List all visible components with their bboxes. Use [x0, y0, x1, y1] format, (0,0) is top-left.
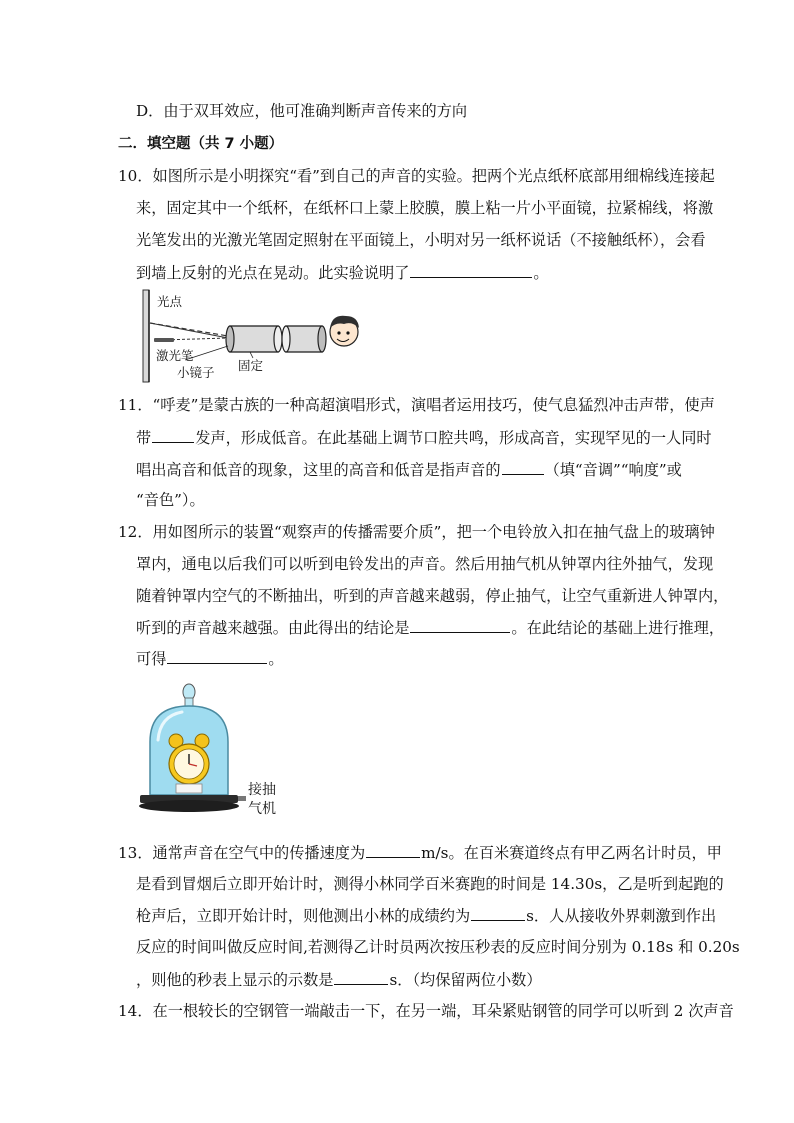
q13-text-b: m/s。在百米赛道终点有甲乙两名计时员，甲 [421, 844, 722, 862]
q11-text-b: 发声，形成低音。在此基础上调节口腔共鸣，形成高音，实现罕见的一人同时 [195, 429, 712, 447]
q12-line-5 [136, 648, 284, 669]
q11-answer-blank-1[interactable] [152, 427, 194, 443]
q13-text-c: 枪声后，立即开始计时，则他测出小林的成绩约为 [136, 907, 471, 925]
q11-answer-blank-2[interactable] [502, 459, 544, 475]
q10-text-b: 。 [533, 264, 549, 282]
q11-line-4: “音色”）。 [136, 491, 205, 509]
q11-line-1: 11．“呼麦”是蒙古族的一种高超演唱形式，演唱者运用技巧，使气息猛烈冲击声带，使声 [118, 396, 715, 414]
q13-answer-blank-3[interactable] [334, 969, 388, 985]
figure-bell-jar [138, 680, 288, 820]
q13-answer-blank-1[interactable] [366, 842, 420, 858]
label-pump-2: 气机 [248, 801, 276, 817]
q12-line-3: 随着钟罩内空气的不断抽出，听到的声音越来越弱，停止抽气，让空气重新进人钟罩内， [136, 587, 729, 605]
q12-text-c: 可得 [136, 650, 167, 668]
q11-text-d: （填“音调”“响度”或 [544, 461, 682, 479]
q13-line-2: 是看到冒烟后立即开始计时，测得小林同学百米赛跑的时间是 14.30s，乙是听到起跑的 [136, 875, 724, 893]
q11-line-2 [136, 427, 712, 448]
q10-line-4 [136, 262, 549, 283]
q14-line-1: 14．在一根较长的空钢管一端敲击一下，在另一端，耳朵紧贴钢管的同学可以听到 2 次声音 [118, 1002, 734, 1020]
q13-text-a: 13．通常声音在空气中的传播速度为 [118, 844, 366, 862]
q10-text-a: 到墙上反射的光点在晃动。此实验说明了 [136, 264, 410, 282]
label-small-mirror: 小镜子 [177, 365, 215, 380]
q11-line-3 [136, 459, 682, 480]
q12-text-a: 听到的声音越来越强。由此得出的结论是 [136, 619, 410, 637]
q13-text-d: s．人从接收外界刺激到作出 [526, 907, 717, 925]
option-d: D．由于双耳效应，他可准确判断声音传来的方向 [136, 102, 468, 120]
label-pump-1: 接抽 [248, 782, 276, 798]
q13-line-4: 反应的时间叫做反应时间,若测得乙计时员两次按压秒表的反应时间分别为 0.18s 和 0.20s [136, 938, 740, 956]
q13-text-e: ，则他的秒表上显示的示数是 [136, 971, 334, 989]
q12-line-4 [136, 617, 724, 638]
q10-line-1: 10．如图所示是小明探究“看”到自己的声音的实验。把两个光点纸杯底部用细棉线连接起 [118, 167, 715, 185]
q13-answer-blank-2[interactable] [471, 905, 525, 921]
q12-answer-blank-2[interactable] [167, 648, 267, 664]
q12-answer-blank-1[interactable] [410, 617, 510, 633]
label-light-spot: 光点 [157, 294, 183, 309]
q13-text-f: s．（均保留两位小数） [389, 971, 542, 989]
q13-line-1 [118, 842, 722, 863]
q12-text-d: 。 [268, 650, 284, 668]
label-laser-pen: 激光笔 [156, 348, 194, 363]
q12-line-1: 12．用如图所示的装置“观察声的传播需要介质”，把一个电铃放入扣在抽气盘上的玻璃钟 [118, 523, 715, 541]
q12-text-b: 。在此结论的基础上进行推理， [511, 619, 724, 637]
q13-line-5 [136, 969, 542, 990]
q10-answer-blank[interactable] [410, 262, 532, 278]
q13-line-3 [136, 905, 716, 926]
figure-laser-cups [140, 288, 380, 388]
q10-line-3: 光笔发出的光激光笔固定照射在平面镜上，小明对另一纸杯说话（不接触纸杯），会看 [136, 231, 706, 249]
label-fixed: 固定 [238, 358, 264, 373]
q11-text-a: 带 [136, 429, 152, 447]
q11-text-c: 唱出高音和低音的现象，这里的高音和低音是指声音的 [136, 461, 501, 479]
q10-line-2: 来，固定其中一个纸杯，在纸杯口上蒙上胶膜，膜上粘一片小平面镜，拉紧棉线，将激 [136, 199, 714, 217]
section-title: 二．填空题（共 7 小题） [118, 136, 284, 152]
q12-line-2: 罩内，通电以后我们可以听到电铃发出的声音。然后用抽气机从钟罩内往外抽气，发现 [136, 555, 714, 573]
